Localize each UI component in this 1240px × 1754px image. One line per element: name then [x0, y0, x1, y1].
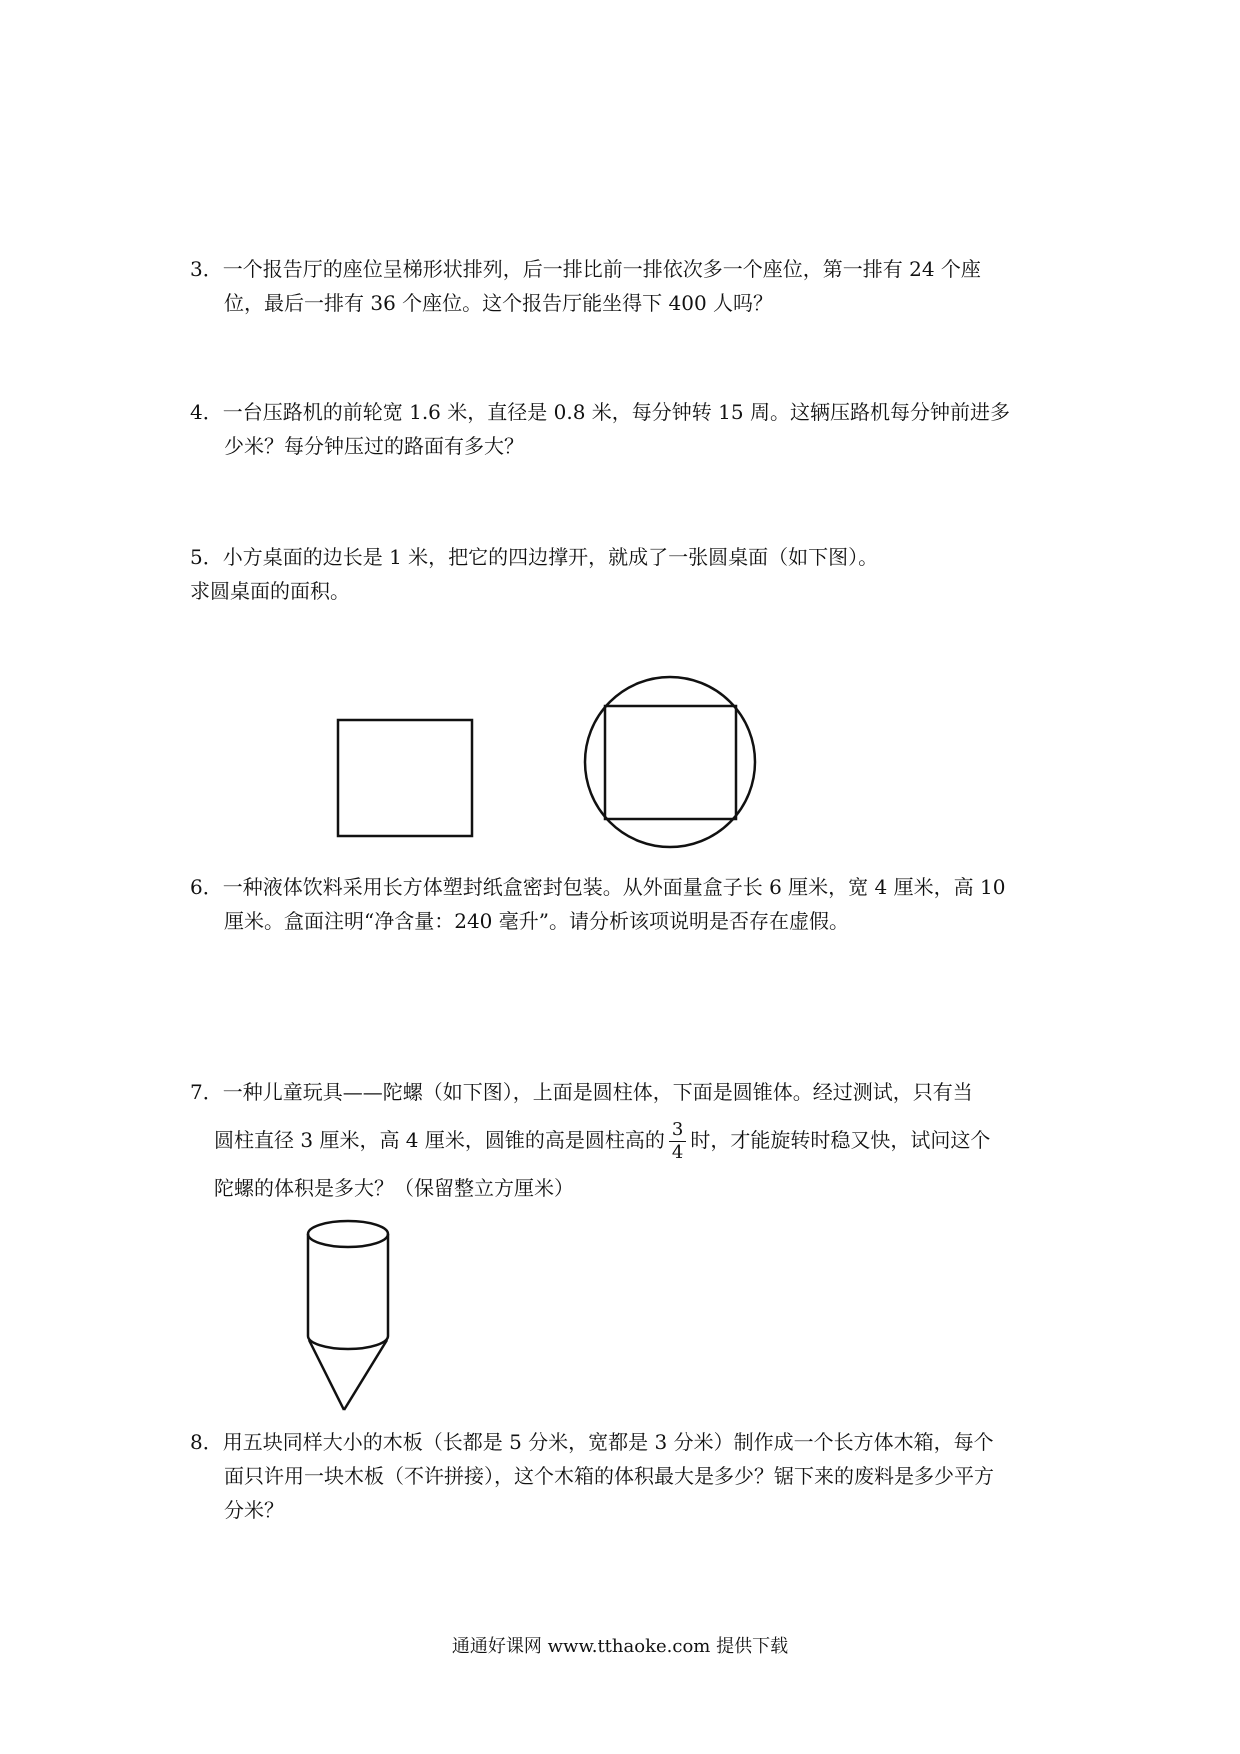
problem-7-line-3: 陀螺的体积是多大？（保留整立方厘米）: [214, 1176, 574, 1200]
problem-5-line-1: 5．小方桌面的边长是 1 米，把它的四边撑开，就成了一张圆桌面（如下图）。: [190, 545, 879, 569]
cylinder-top-ellipse: [308, 1221, 388, 1247]
problem-6-line-2: 厘米。盒面注明“净含量：240 毫升”。请分析该项说明是否存在虚假。: [224, 909, 849, 933]
problem-7-line-1: 7．一种儿童玩具——陀螺（如下图），上面是圆柱体，下面是圆锥体。经过测试，只有当: [190, 1080, 973, 1104]
problem-8: [190, 1425, 1060, 1527]
problem-6-line-1: 6．一种液体饮料采用长方体塑封纸盒密封包装。从外面量盒子长 6 厘米，宽 4 厘米，高 10: [190, 875, 1006, 899]
cone-right-side: [344, 1340, 387, 1410]
fraction-three-quarters: $\frac{3}{4}$: [669, 1119, 686, 1164]
problem-3-line-1: 3．一个报告厅的座位呈梯形状排列，后一排比前一排依次多一个座位，第一排有 24 个座: [190, 257, 981, 281]
problem-4-line-2: 少米？每分钟压过的路面有多大？: [224, 434, 524, 458]
problem-8-line-2: 面只许用一块木板（不许拼接），这个木箱的体积最大是多少？锯下来的废料是多少平方: [224, 1464, 994, 1488]
page-footer: 通通好课网 www.tthaoke.com 提供下载: [451, 1636, 789, 1657]
problem-4-line-1: 4．一台压路机的前轮宽 1.6 米，直径是 0.8 米，每分钟转 15 周。这辆压路机每分钟前进多: [190, 400, 1010, 424]
problem-8-line-1: 8．用五块同样大小的木板（长都是 5 分米，宽都是 3 分米）制作成一个长方体木箱，每个: [190, 1430, 994, 1454]
cylinder-bottom-arc: [308, 1336, 388, 1349]
problem-7-line-2: 圆柱直径 3 厘米，高 4 厘米，圆锥的高是圆柱高的 $\frac{3}{4}$ 时，才能旋转时稳又快，试问这个: [214, 1119, 991, 1163]
problem-3-line-2: 位，最后一排有 36 个座位。这个报告厅能坐得下 400 人吗？: [224, 291, 774, 315]
problem-8-line-3: 分米？: [224, 1498, 284, 1522]
problem-5-line-2: 求圆桌面的面积。: [190, 579, 350, 603]
cone-left-side: [309, 1340, 344, 1410]
